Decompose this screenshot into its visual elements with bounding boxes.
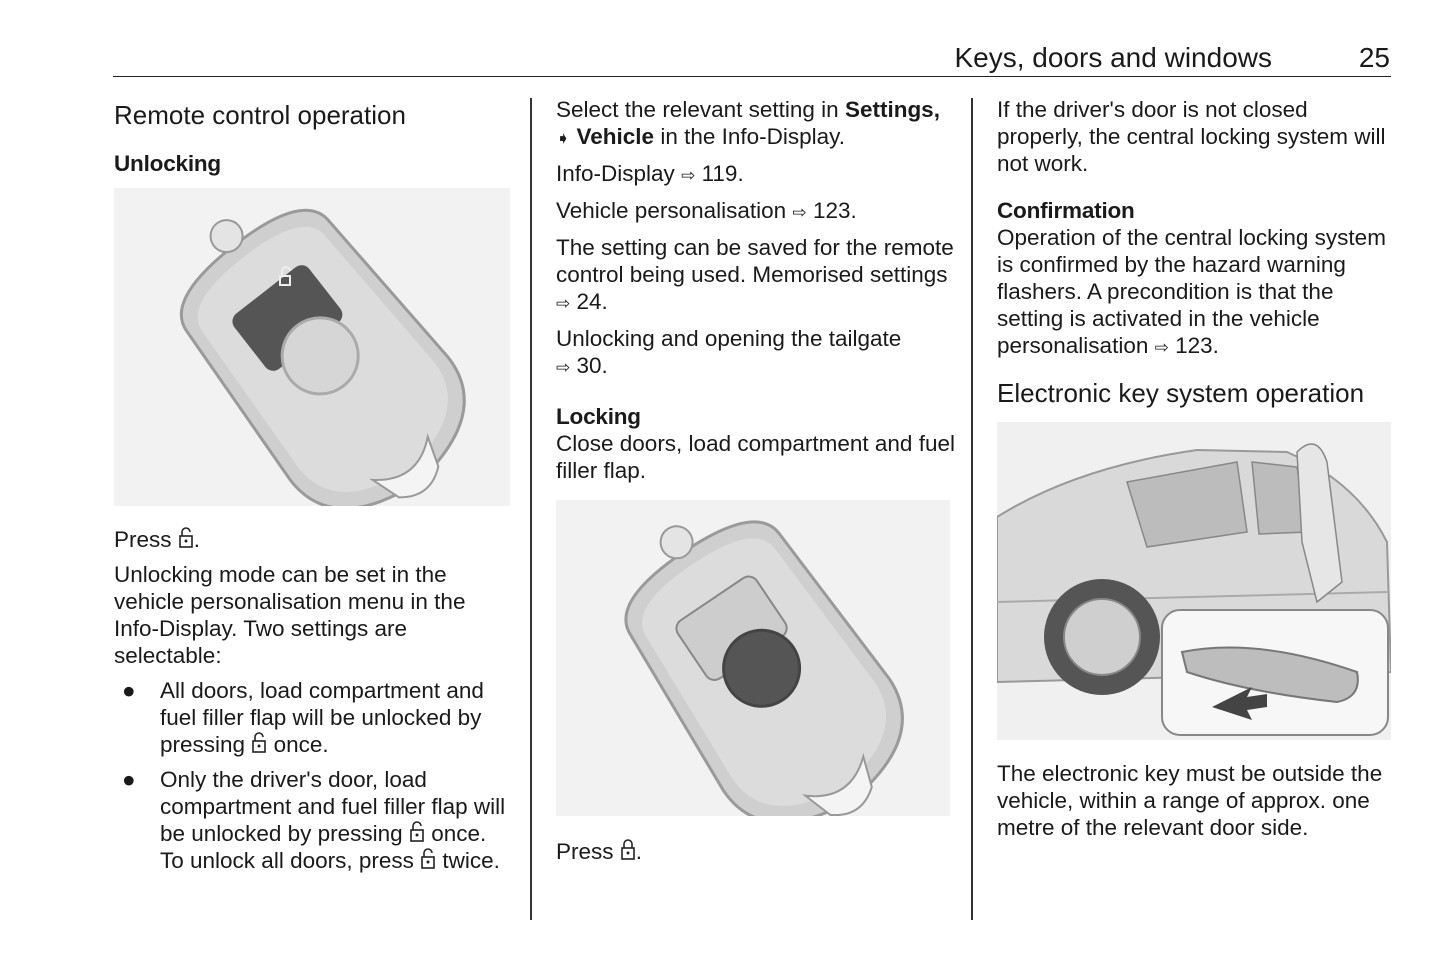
confirmation-paragraph: Operation of the central locking system is confirmed by the hazard warning flashers. A precondition is that the setting is activated in the vehicle personalisation ⇨ 123.: [997, 225, 1386, 358]
key-fob-unlock-illustration: [114, 188, 510, 506]
menu-settings: Settings,: [844, 97, 940, 122]
driver-door-paragraph: If the driver's door is not closed properly, the central locking system will not work.: [997, 97, 1386, 176]
unlock-settings-list: [114, 677, 514, 874]
reference-vehicle-personalisation: Vehicle personalisation ⇨ 123.: [556, 198, 857, 223]
press-label: Press: [556, 839, 614, 864]
header-rule: [113, 76, 1391, 77]
subheading-unlocking: Unlocking: [114, 151, 221, 176]
page-reference-icon: ⇨: [556, 294, 571, 313]
menu-vehicle: Vehicle: [576, 124, 655, 149]
unlock-symbol-icon: [420, 848, 436, 870]
unlock-symbol-icon: [178, 527, 194, 549]
saved-setting-paragraph: The setting can be saved for the remote control being used. Memorised settings ⇨ 24.: [556, 235, 954, 314]
page-number: 25: [1358, 42, 1390, 73]
page-reference-icon: ⇨: [556, 358, 571, 377]
settings-paragraph: Select the relevant setting in Settings, ➧ Vehicle in the Info-Display.: [556, 97, 940, 149]
column-divider-2: [971, 98, 973, 920]
unlocking-mode-paragraph: Unlocking mode can be set in the vehicle personalisation menu in the Info-Display. Two settings are selectable:: [114, 562, 466, 668]
column-divider-1: [530, 98, 532, 920]
running-header-title: Keys, doors and windows: [954, 42, 1272, 73]
press-label: Press: [114, 527, 172, 552]
subheading-confirmation: Confirmation: [997, 198, 1135, 223]
unlock-symbol-icon: [409, 821, 425, 843]
column-1: Remote control operation Unlocking Press . Unlocking mode can be set in the vehicle personalisation menu in the Info-Display. Two settings are selectable: ● All doors, load compartment and fuel filler flap will be unlocked by pressing once. ● Only the driver's door, load compartment and fuel filler flap will be unlocked by pressing once. To unlock all doors, press twice.: [114, 96, 514, 874]
column-3: [997, 96, 1392, 841]
section-heading-electronic-key: Electronic key system operation: [997, 378, 1365, 408]
subheading-locking: Locking: [556, 404, 641, 429]
car-door-handle-illustration: [997, 422, 1391, 740]
list-item: ● All doors, load compartment and fuel filler flap will be unlocked by pressing once.: [122, 678, 484, 757]
list-item: ● Only the driver's door, load compartment and fuel filler flap will be unlocked by pressing once. To unlock all doors, press twice.: [122, 767, 506, 873]
key-fob-lock-illustration: [556, 500, 950, 816]
page-reference-icon: ⇨: [681, 166, 696, 185]
page-reference-icon: ⇨: [1154, 338, 1169, 357]
tailgate-paragraph: Unlocking and opening the tailgate ⇨ 30.: [556, 326, 902, 378]
column-2: Select the relevant setting in Settings, ➧ Vehicle in the Info-Display. Info-Display ⇨ 119. Vehicle personalisation ⇨ 123. The setting can be saved for the remote control being used. Memorised settings ⇨ 24. Unlocking and opening the tailgate ⇨ 30. Locking Close doors, load compartment and fuel filler flap. Press .: [556, 97, 955, 864]
section-heading-remote-control: Remote control operation: [114, 100, 406, 130]
unlock-symbol-icon: [251, 732, 267, 754]
page-reference-icon: ⇨: [792, 203, 807, 222]
reference-info-display: Info-Display ⇨ 119.: [556, 161, 744, 186]
menu-arrow-icon: ➧: [556, 129, 571, 148]
electronic-key-paragraph: The electronic key must be outside the vehicle, within a range of approx. one metre of the relevant door side.: [997, 761, 1383, 840]
locking-paragraph: Close doors, load compartment and fuel filler flap.: [556, 431, 955, 483]
lock-symbol-icon: [620, 839, 636, 861]
